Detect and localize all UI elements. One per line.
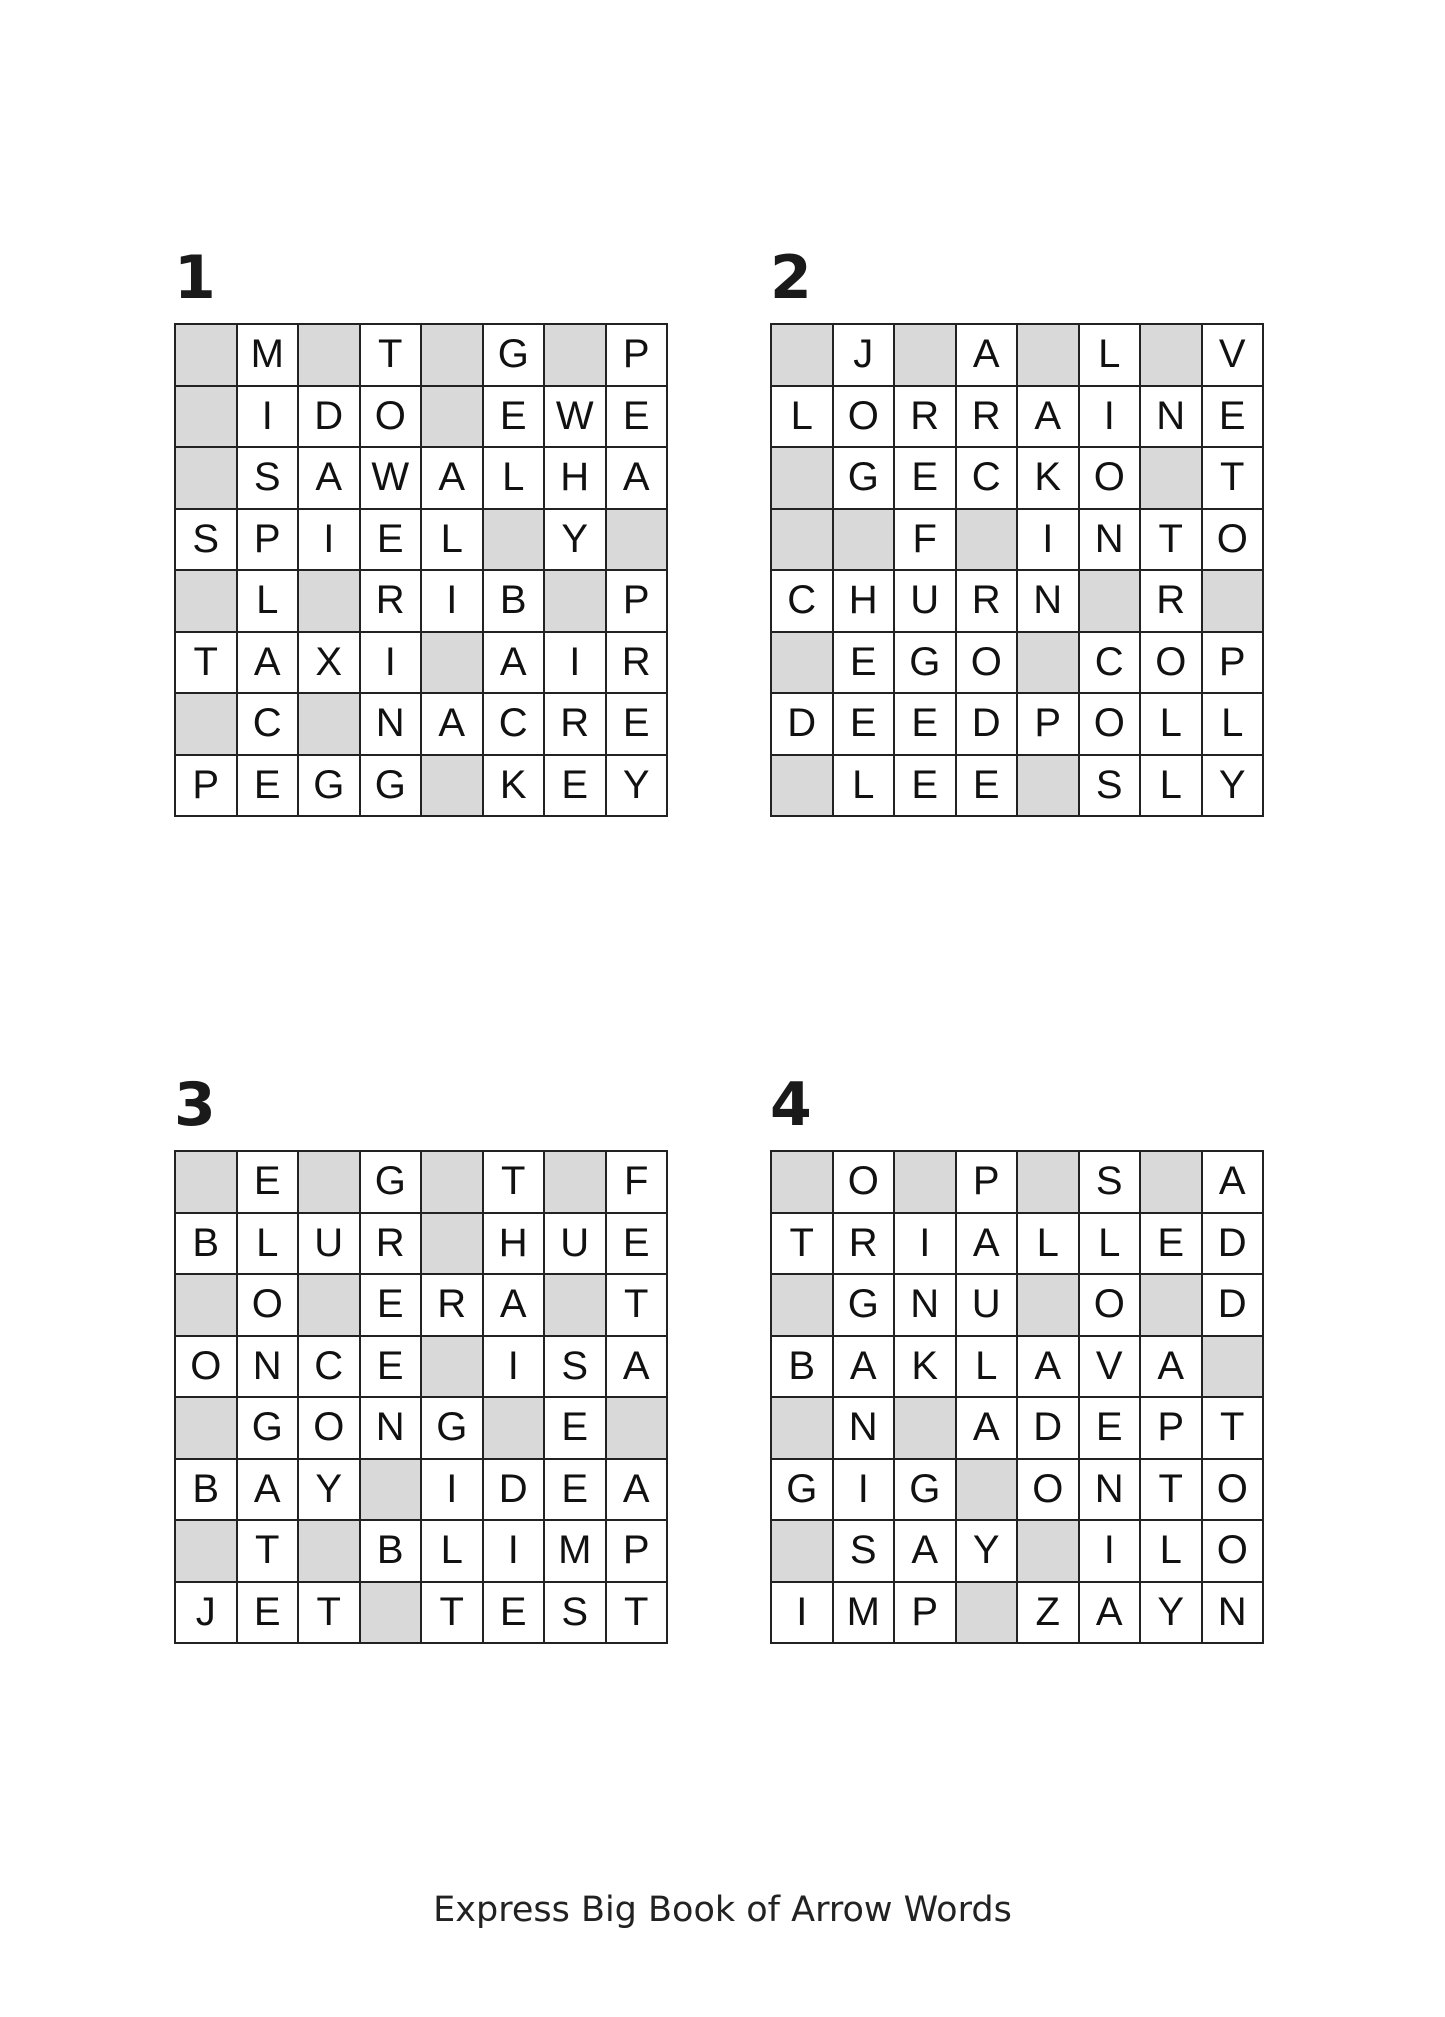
answer-cell: R — [361, 1214, 423, 1276]
answer-cell: N — [361, 1398, 423, 1460]
answer-cell: B — [361, 1521, 423, 1583]
puzzle-number: 1 — [174, 243, 216, 313]
answer-cell: Z — [1018, 1583, 1080, 1645]
answer-cell: S — [238, 448, 300, 510]
clue-cell — [176, 387, 238, 449]
clue-cell — [422, 1337, 484, 1399]
answer-cell: E — [607, 694, 669, 756]
answer-cell: Y — [607, 756, 669, 818]
clue-cell — [422, 387, 484, 449]
answer-cell: A — [238, 633, 300, 695]
clue-cell — [1018, 756, 1080, 818]
clue-cell — [1018, 325, 1080, 387]
answer-cell: I — [1080, 1521, 1142, 1583]
answer-cell: E — [238, 1152, 300, 1214]
answer-cell: R — [545, 694, 607, 756]
clue-cell — [1018, 1521, 1080, 1583]
clue-cell — [176, 1398, 238, 1460]
answer-cell: L — [772, 387, 834, 449]
answer-cell: N — [1141, 387, 1203, 449]
answer-cell: D — [1203, 1214, 1265, 1276]
answer-cell: X — [299, 633, 361, 695]
answer-cell: S — [545, 1337, 607, 1399]
clue-cell — [361, 1460, 423, 1522]
answer-cell: O — [1018, 1460, 1080, 1522]
answer-cell: T — [607, 1275, 669, 1337]
answer-cell: E — [238, 756, 300, 818]
answer-cell: E — [361, 1337, 423, 1399]
answer-cell: C — [238, 694, 300, 756]
answer-cell: E — [834, 633, 896, 695]
answer-cell: P — [1141, 1398, 1203, 1460]
clue-cell — [957, 1460, 1019, 1522]
answer-cell: D — [1018, 1398, 1080, 1460]
answer-cell: N — [1080, 1460, 1142, 1522]
answer-cell: S — [176, 510, 238, 572]
answer-cell: P — [1018, 694, 1080, 756]
answer-cell: L — [238, 571, 300, 633]
clue-cell — [176, 694, 238, 756]
answer-cell: G — [895, 633, 957, 695]
clue-cell — [895, 1398, 957, 1460]
clue-cell — [299, 1275, 361, 1337]
book-title-footer: Express Big Book of Arrow Words — [433, 1890, 1012, 1930]
answer-cell: P — [895, 1583, 957, 1645]
answer-cell: O — [1203, 1521, 1265, 1583]
answer-cell: O — [834, 1152, 896, 1214]
answer-cell: V — [1203, 325, 1265, 387]
puzzle-number: 2 — [770, 243, 812, 313]
answer-cell: H — [834, 571, 896, 633]
answer-cell: E — [607, 1214, 669, 1276]
answer-cell: U — [299, 1214, 361, 1276]
answer-cell: L — [1141, 694, 1203, 756]
answer-cell: R — [957, 387, 1019, 449]
clue-cell — [895, 325, 957, 387]
answer-cell: C — [1080, 633, 1142, 695]
answer-cell: P — [607, 1521, 669, 1583]
answer-cell: F — [607, 1152, 669, 1214]
answer-cell: P — [176, 756, 238, 818]
clue-cell — [772, 1398, 834, 1460]
answer-cell: L — [238, 1214, 300, 1276]
answer-cell: H — [484, 1214, 546, 1276]
answer-cell: G — [361, 756, 423, 818]
answer-cell: E — [1141, 1214, 1203, 1276]
answer-cell: O — [1080, 694, 1142, 756]
answer-cell: O — [1080, 448, 1142, 510]
answer-cell: N — [361, 694, 423, 756]
answer-cell: I — [484, 1521, 546, 1583]
answer-cell: E — [895, 756, 957, 818]
clue-cell — [772, 1521, 834, 1583]
answer-cell: G — [422, 1398, 484, 1460]
clue-cell — [772, 510, 834, 572]
answer-cell: A — [957, 1398, 1019, 1460]
answer-cell: E — [895, 448, 957, 510]
answer-cell: T — [607, 1583, 669, 1645]
answer-cell: S — [1080, 1152, 1142, 1214]
clue-cell — [361, 1583, 423, 1645]
clue-cell — [299, 694, 361, 756]
answer-cell: R — [361, 571, 423, 633]
answer-cell: I — [545, 633, 607, 695]
answer-cell: A — [422, 694, 484, 756]
answer-cell: T — [361, 325, 423, 387]
answer-cell: E — [1203, 387, 1265, 449]
answer-cell: C — [772, 571, 834, 633]
clue-cell — [772, 1275, 834, 1337]
clue-cell — [422, 1152, 484, 1214]
clue-cell — [1141, 1275, 1203, 1337]
answer-cell: E — [545, 1398, 607, 1460]
answer-cell: I — [238, 387, 300, 449]
answer-cell: K — [1018, 448, 1080, 510]
clue-cell — [1141, 448, 1203, 510]
clue-cell — [772, 1152, 834, 1214]
answer-cell: A — [238, 1460, 300, 1522]
answer-cell: E — [361, 510, 423, 572]
clue-cell — [772, 633, 834, 695]
clue-cell — [957, 1583, 1019, 1645]
answer-cell: O — [176, 1337, 238, 1399]
answer-cell: E — [484, 1583, 546, 1645]
answer-cell: L — [1018, 1214, 1080, 1276]
answer-cell: P — [607, 325, 669, 387]
clue-cell — [484, 510, 546, 572]
answer-cell: I — [772, 1583, 834, 1645]
answer-cell: G — [299, 756, 361, 818]
answer-cell: G — [772, 1460, 834, 1522]
answer-cell: P — [607, 571, 669, 633]
answer-cell: A — [834, 1337, 896, 1399]
answer-cell: R — [957, 571, 1019, 633]
clue-cell — [1141, 325, 1203, 387]
answer-cell: D — [957, 694, 1019, 756]
answer-cell: E — [484, 387, 546, 449]
answer-cell: T — [1203, 1398, 1265, 1460]
answer-cell: M — [545, 1521, 607, 1583]
clue-cell — [1141, 1152, 1203, 1214]
answer-cell: Y — [957, 1521, 1019, 1583]
clue-cell — [1018, 633, 1080, 695]
answer-cell: I — [1018, 510, 1080, 572]
answer-cell: W — [545, 387, 607, 449]
clue-cell — [1018, 1275, 1080, 1337]
answer-cell: A — [607, 448, 669, 510]
answer-cell: O — [1203, 1460, 1265, 1522]
answer-cell: R — [1141, 571, 1203, 633]
answer-cell: L — [1080, 325, 1142, 387]
answer-cell: G — [834, 448, 896, 510]
answer-cell: Y — [1141, 1583, 1203, 1645]
arrow-word-grid — [770, 323, 1264, 817]
answer-cell: U — [895, 571, 957, 633]
answer-cell: D — [772, 694, 834, 756]
clue-cell — [176, 1152, 238, 1214]
answer-cell: D — [1203, 1275, 1265, 1337]
answer-cell: B — [176, 1460, 238, 1522]
answer-cell: E — [238, 1583, 300, 1645]
answer-cell: I — [422, 1460, 484, 1522]
answer-cell: L — [1141, 756, 1203, 818]
answer-cell: G — [484, 325, 546, 387]
answer-cell: B — [772, 1337, 834, 1399]
clue-cell — [422, 325, 484, 387]
puzzle-number: 3 — [174, 1070, 216, 1140]
answer-cell: R — [607, 633, 669, 695]
answer-cell: Y — [1203, 756, 1265, 818]
answer-cell: O — [1203, 510, 1265, 572]
answer-cell: E — [607, 387, 669, 449]
answer-cell: V — [1080, 1337, 1142, 1399]
answer-cell: A — [1203, 1152, 1265, 1214]
answer-cell: U — [545, 1214, 607, 1276]
answer-cell: T — [1141, 1460, 1203, 1522]
answer-cell: T — [484, 1152, 546, 1214]
answer-cell: L — [1203, 694, 1265, 756]
answer-cell: E — [957, 756, 1019, 818]
answer-cell: A — [484, 1275, 546, 1337]
answer-cell: F — [895, 510, 957, 572]
answer-cell: A — [1080, 1583, 1142, 1645]
answer-cell: A — [607, 1337, 669, 1399]
clue-cell — [299, 1152, 361, 1214]
answer-cell: G — [834, 1275, 896, 1337]
answer-cell: R — [834, 1214, 896, 1276]
answer-cell: T — [299, 1583, 361, 1645]
answer-cell: A — [1018, 387, 1080, 449]
answer-cell: P — [957, 1152, 1019, 1214]
clue-cell — [545, 571, 607, 633]
answer-cell: J — [176, 1583, 238, 1645]
answer-cell: A — [957, 325, 1019, 387]
answer-cell: T — [1141, 510, 1203, 572]
answer-cell: R — [422, 1275, 484, 1337]
clue-cell — [422, 633, 484, 695]
answer-cell: H — [545, 448, 607, 510]
answer-cell: N — [1080, 510, 1142, 572]
clue-cell — [176, 1275, 238, 1337]
answer-cell: N — [238, 1337, 300, 1399]
clue-cell — [176, 1521, 238, 1583]
answer-cell: Y — [545, 510, 607, 572]
answer-cell: O — [1080, 1275, 1142, 1337]
answer-cell: N — [834, 1398, 896, 1460]
answer-cell: O — [361, 387, 423, 449]
answer-cell: A — [1018, 1337, 1080, 1399]
puzzle-number: 4 — [770, 1070, 812, 1140]
answer-cell: T — [238, 1521, 300, 1583]
clue-cell — [895, 1152, 957, 1214]
clue-cell — [176, 325, 238, 387]
arrow-word-grid — [174, 1150, 668, 1644]
answer-cell: D — [484, 1460, 546, 1522]
answer-cell: K — [895, 1337, 957, 1399]
answer-cell: E — [361, 1275, 423, 1337]
answer-cell: P — [238, 510, 300, 572]
answer-cell: P — [1203, 633, 1265, 695]
arrow-word-grid — [770, 1150, 1264, 1644]
answer-cell: U — [957, 1275, 1019, 1337]
clue-cell — [299, 1521, 361, 1583]
answer-cell: K — [484, 756, 546, 818]
answer-cell: L — [422, 1521, 484, 1583]
clue-cell — [607, 510, 669, 572]
answer-cell: A — [1141, 1337, 1203, 1399]
answer-cell: G — [895, 1460, 957, 1522]
answer-cell: G — [361, 1152, 423, 1214]
answer-cell: E — [545, 1460, 607, 1522]
answer-cell: E — [1080, 1398, 1142, 1460]
answer-cell: I — [422, 571, 484, 633]
clue-cell — [545, 1275, 607, 1337]
clue-cell — [1203, 571, 1265, 633]
clue-cell — [422, 756, 484, 818]
answer-cell: W — [361, 448, 423, 510]
answer-cell: M — [238, 325, 300, 387]
answer-cell: I — [361, 633, 423, 695]
answer-cell: A — [299, 448, 361, 510]
answer-cell: O — [834, 387, 896, 449]
answer-cell: G — [238, 1398, 300, 1460]
answer-cell: Y — [299, 1460, 361, 1522]
clue-cell — [545, 325, 607, 387]
answer-cell: T — [422, 1583, 484, 1645]
clue-cell — [176, 571, 238, 633]
answer-cell: E — [834, 694, 896, 756]
clue-cell — [1080, 571, 1142, 633]
answer-cell: B — [176, 1214, 238, 1276]
clue-cell — [607, 1398, 669, 1460]
answer-cell: I — [834, 1460, 896, 1522]
arrow-word-grid — [174, 323, 668, 817]
answer-cell: T — [1203, 448, 1265, 510]
answer-cell: M — [834, 1583, 896, 1645]
answer-cell: S — [545, 1583, 607, 1645]
answer-cell: I — [895, 1214, 957, 1276]
answer-cell: C — [957, 448, 1019, 510]
answer-cell: L — [834, 756, 896, 818]
answer-cell: O — [238, 1275, 300, 1337]
answer-cell: C — [299, 1337, 361, 1399]
answer-cell: A — [895, 1521, 957, 1583]
answer-cell: S — [1080, 756, 1142, 818]
clue-cell — [772, 448, 834, 510]
answer-cell: O — [1141, 633, 1203, 695]
answer-cell: N — [1018, 571, 1080, 633]
clue-cell — [299, 325, 361, 387]
answer-cell: A — [422, 448, 484, 510]
answer-cell: O — [299, 1398, 361, 1460]
clue-cell — [176, 448, 238, 510]
answer-cell: J — [834, 325, 896, 387]
answer-cell: N — [1203, 1583, 1265, 1645]
answer-cell: D — [299, 387, 361, 449]
answer-cell: E — [545, 756, 607, 818]
clue-cell — [772, 756, 834, 818]
clue-cell — [545, 1152, 607, 1214]
answer-cell: I — [1080, 387, 1142, 449]
answer-cell: B — [484, 571, 546, 633]
clue-cell — [957, 510, 1019, 572]
answer-cell: C — [484, 694, 546, 756]
clue-cell — [422, 1214, 484, 1276]
clue-cell — [484, 1398, 546, 1460]
clue-cell — [834, 510, 896, 572]
answer-cell: L — [422, 510, 484, 572]
clue-cell — [299, 571, 361, 633]
answer-cell: O — [957, 633, 1019, 695]
answer-cell: E — [895, 694, 957, 756]
answer-cell: I — [299, 510, 361, 572]
answer-cell: L — [957, 1337, 1019, 1399]
clue-cell — [1203, 1337, 1265, 1399]
clue-cell — [1018, 1152, 1080, 1214]
answer-cell: L — [484, 448, 546, 510]
answer-cell: A — [957, 1214, 1019, 1276]
answer-cell: T — [176, 633, 238, 695]
answer-cell: I — [484, 1337, 546, 1399]
answer-cell: A — [484, 633, 546, 695]
answer-cell: R — [895, 387, 957, 449]
answer-cell: L — [1080, 1214, 1142, 1276]
answer-cell: T — [772, 1214, 834, 1276]
answer-cell: S — [834, 1521, 896, 1583]
answer-cell: L — [1141, 1521, 1203, 1583]
clue-cell — [772, 325, 834, 387]
answer-cell: N — [895, 1275, 957, 1337]
answer-cell: A — [607, 1460, 669, 1522]
